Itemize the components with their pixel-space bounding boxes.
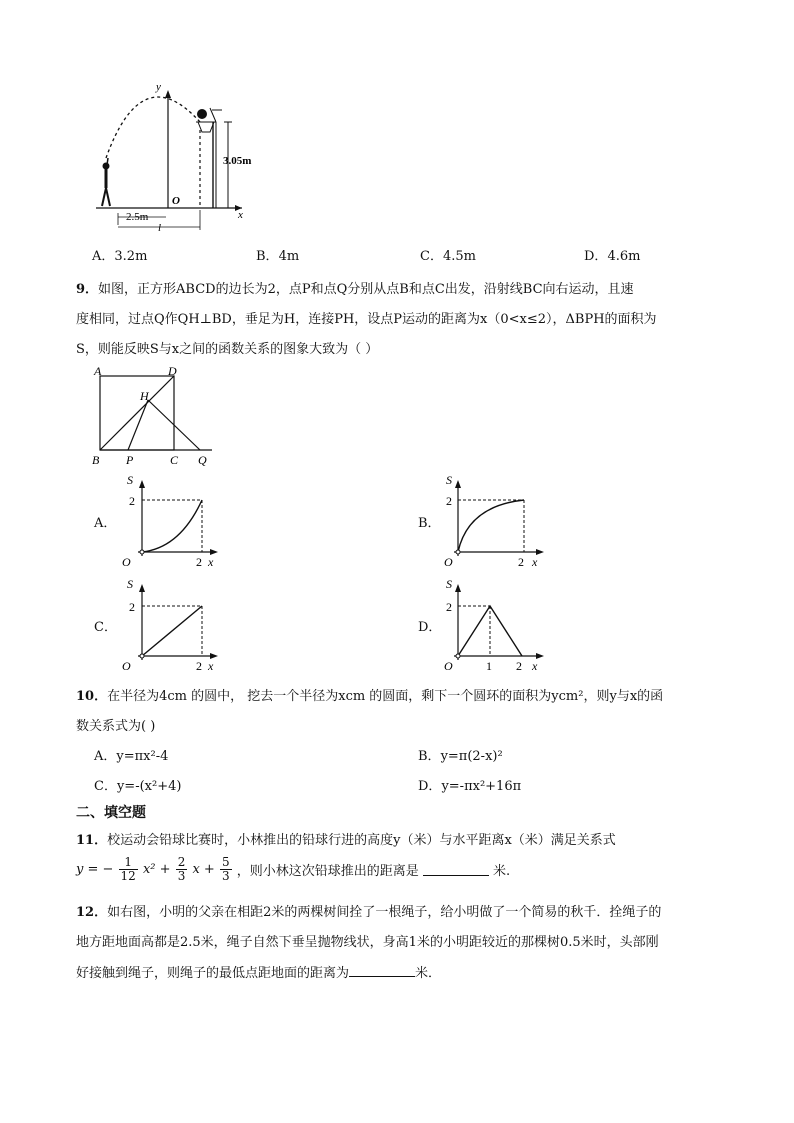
q9-line2: 度相同，过点Q作QH⊥BD，垂足为H，连接PH，设点P运动的距离为x（0<x≤2），ΔBPH的面积为	[76, 312, 657, 327]
height-label: 3.05m	[223, 155, 252, 167]
s-axis-label: S	[446, 577, 452, 591]
frac-2: $\frac{2}{3}$	[177, 855, 186, 883]
tick-mid-label: 1	[486, 659, 492, 673]
s-axis-label: S	[127, 577, 133, 591]
x-axis-label: x	[238, 209, 243, 221]
s-axis-label: S	[127, 473, 133, 487]
player-icon	[102, 158, 110, 206]
q11-answer-blank[interactable]	[423, 863, 489, 876]
q8-option-d[interactable]: D．4.6m	[584, 249, 641, 264]
q10-option-d[interactable]: D．y=-πx²+16π	[418, 779, 522, 794]
y-axis-label: y	[156, 81, 161, 93]
formula-lhs: y = −	[76, 862, 114, 877]
q9-graph-c[interactable]	[116, 574, 226, 674]
vertex-b-label: B	[92, 453, 100, 467]
point-q-label: Q	[198, 453, 207, 467]
tick-y-label: 2	[129, 600, 135, 614]
point-p-label: P	[126, 453, 134, 467]
q9-option-a-label[interactable]: A．	[94, 516, 117, 531]
l-label: l	[158, 222, 162, 232]
s-axis-label: S	[446, 473, 452, 487]
q11-tail-after: 米.	[493, 864, 511, 879]
q9-graph-b[interactable]	[432, 470, 552, 570]
origin-label: O	[122, 555, 131, 569]
origin-label: O	[444, 659, 453, 673]
q9-option-c-label[interactable]: C．	[94, 620, 117, 635]
q10-line2: 数关系式为( )	[76, 719, 156, 734]
origin-label: O	[122, 659, 131, 673]
tick-y-label: 2	[446, 494, 452, 508]
tick-x-label: 2	[516, 659, 522, 673]
q9-line3: S，则能反映S与x之间的函数关系的图象大致为（ ）	[76, 342, 379, 357]
point-h-label: H	[140, 389, 149, 403]
q12-line2: 地方距地面高都是2.5米，绳子自然下垂呈抛物线状，身高1米的小明距较近的那棵树0.5米时，头部刚	[76, 935, 659, 950]
q11-formula-line	[76, 856, 510, 892]
formula-term2: x +	[192, 862, 215, 877]
q8-option-c[interactable]: C．4.5m	[420, 249, 476, 264]
q9-option-b-label[interactable]: B．	[418, 516, 441, 531]
tick-x-label: 2	[518, 555, 524, 569]
x-axis-label: x	[208, 555, 214, 569]
q9-graph-a[interactable]	[116, 470, 226, 570]
vertex-a-label: A	[94, 364, 102, 378]
q10-option-a[interactable]: A．y=πx²-4	[94, 749, 169, 764]
origin-label: O	[444, 555, 453, 569]
q12-answer-blank[interactable]	[349, 964, 415, 977]
x-axis-label: x	[532, 659, 538, 673]
q10-option-b[interactable]: B．y=π(2-x)²	[418, 749, 503, 764]
x-axis-label: x	[532, 555, 538, 569]
dist-label: 2.5m	[126, 211, 149, 223]
vertex-c-label: C	[170, 453, 179, 467]
q12-line3: 好接触到绳子，则绳子的最低点距地面的距离为 米．	[76, 966, 442, 981]
q9-line1: 9．如图，正方形ABCD的边长为2，点P和点Q分别从点B和点C出发，沿射线BC向右运动，且速	[76, 282, 634, 297]
q9-square-figure	[88, 364, 218, 468]
tick-y-label: 2	[129, 494, 135, 508]
frac-3: $\frac{5}{3}$	[221, 855, 230, 883]
frac-1: $\frac{1}{12}$	[120, 855, 136, 883]
tick-y-label: 2	[446, 600, 452, 614]
q8-figure	[92, 80, 262, 232]
q11-line1: 11．校运动会铅球比赛时，小林推出的铅球行进的高度y（米）与水平距离x（米）满足关系式	[76, 833, 616, 848]
q12-line1: 12．如右图，小明的父亲在相距2米的两棵树间拴了一根绳子，给小明做了一个简易的秋千．拴绳子的	[76, 905, 662, 920]
q10-option-c[interactable]: C．y=-(x²+4)	[94, 779, 182, 794]
q11-tail-before: ，则小林这次铅球推出的距离是	[236, 864, 419, 879]
origin-label: O	[172, 195, 180, 207]
q8-option-b[interactable]: B．4m	[256, 249, 300, 264]
tick-x-label: 2	[196, 659, 202, 673]
formula-term1: x² +	[142, 862, 171, 877]
q8-option-a[interactable]: A．3.2m	[92, 249, 148, 264]
vertex-d-label: D	[168, 364, 177, 378]
ball-icon	[197, 109, 207, 119]
x-axis-label: x	[208, 659, 214, 673]
tick-x-label: 2	[196, 555, 202, 569]
q9-option-d-label[interactable]: D．	[418, 620, 442, 635]
section-title-fill-blank: 二、填空题	[76, 805, 146, 821]
q10-line1: 10．在半径为4cm 的圆中， 挖去一个半径为xcm 的圆面，剩下一个圆环的面积为ycm²，则y与x的函	[76, 689, 664, 704]
q9-graph-d[interactable]	[432, 574, 552, 674]
